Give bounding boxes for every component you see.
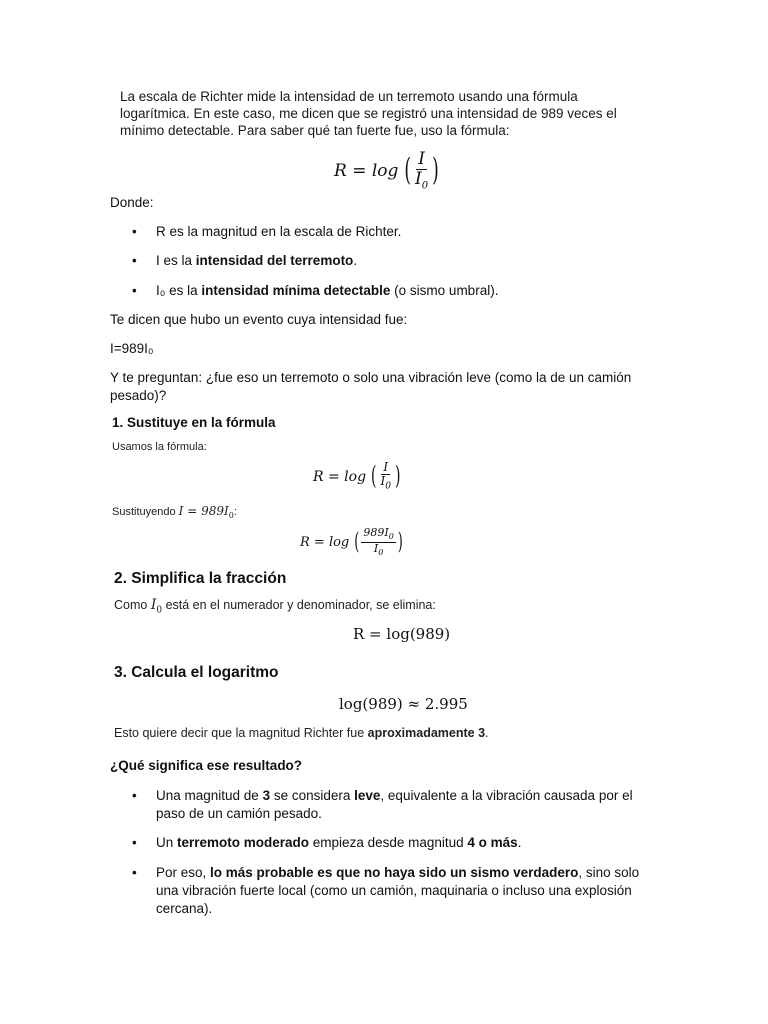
bullet-icon: • [132,835,137,850]
meaning-item-3: • Por eso, lo más probable es que no haya sido un sismo verdadero, sino solo una vibración fuerte local (como un camión, maquinaria o incluso una explosión cercana). [132,865,640,916]
formula-main-fraction [413,150,430,191]
intro-line-2: logarítmica. En este caso, me dicen que se registró una intensidad de 989 veces el [120,106,617,121]
definition-item-i: • I es la intensidad del terremoto. [132,253,358,268]
step3-formula: log(989) ≈ 2.995 [339,695,468,713]
formula-main: R = log ( $\frac{I}{I_0}$ ) [334,149,439,192]
step1-formula-substituted: R = log ( $\frac{989I_0}{I_0}$ ) [300,526,403,558]
step2-text: Como $I_0$ está en el numerador y denominador, se elimina: [114,597,436,616]
step1-usamos: Usamos la fórmula: [112,441,207,453]
step1-fraction-substituted: $\frac{989I_0}{I_0}$ [363,526,394,558]
bullet-icon: • [132,788,137,803]
formula-main-numerator: I [418,149,425,169]
definition-item-i0: • I₀ es la intensidad mínima detectable (o sismo umbral). [132,283,499,298]
meaning-item-2: • Un terremoto moderado empieza desde magnitud 4 o más. [132,835,522,850]
event-text: Te dicen que hubo un evento cuya intensidad fue: [110,312,408,327]
formula-main-denominator: $I_0$ [415,168,429,192]
step1-title: 1. Sustituye en la fórmula [112,415,276,430]
step1-fraction: $\frac{I}{I_0}$ [380,460,391,492]
event-value: I=989I₀ [110,341,154,356]
intro-paragraph [120,88,680,139]
bullet-icon: • [132,253,137,268]
step2-title: 2. Simplifica la fracción [114,570,287,587]
bullet-icon: • [132,283,137,298]
intro-line-1: La escala de Richter mide la intensidad de un terremoto usando una fórmula [120,89,578,104]
step2-formula: R = log(989) [353,625,451,643]
bullet-icon: • [132,224,137,239]
step3-title: 3. Calcula el logaritmo [114,664,279,681]
step3-result: Esto quiere decir que la magnitud Richter fue aproximadamente 3. [114,726,489,740]
definition-item-r: • R es la magnitud en la escala de Richter. [132,224,402,239]
donde-label: Donde: [110,195,154,210]
formula-main-lhs: R = log [334,160,399,181]
intro-line-3: mínimo detectable. Para saber qué tan fuerte fue, uso la fórmula: [120,123,510,138]
meaning-heading: ¿Qué significa ese resultado? [110,758,303,773]
question-paragraph: Y te preguntan: ¿fue eso un terremoto o solo una vibración leve (como la de un camión pesado)? [110,370,632,403]
meaning-item-1: • Una magnitud de 3 se considera leve, equivalente a la vibración causada por el paso de un camión pesado. [132,788,633,821]
step1-formula: R = log ( $\frac{I}{I_0}$ ) [313,460,401,492]
step1-sustituyendo: Sustituyendo $I = 989I_0$: [112,504,237,521]
bullet-icon: • [132,865,137,880]
